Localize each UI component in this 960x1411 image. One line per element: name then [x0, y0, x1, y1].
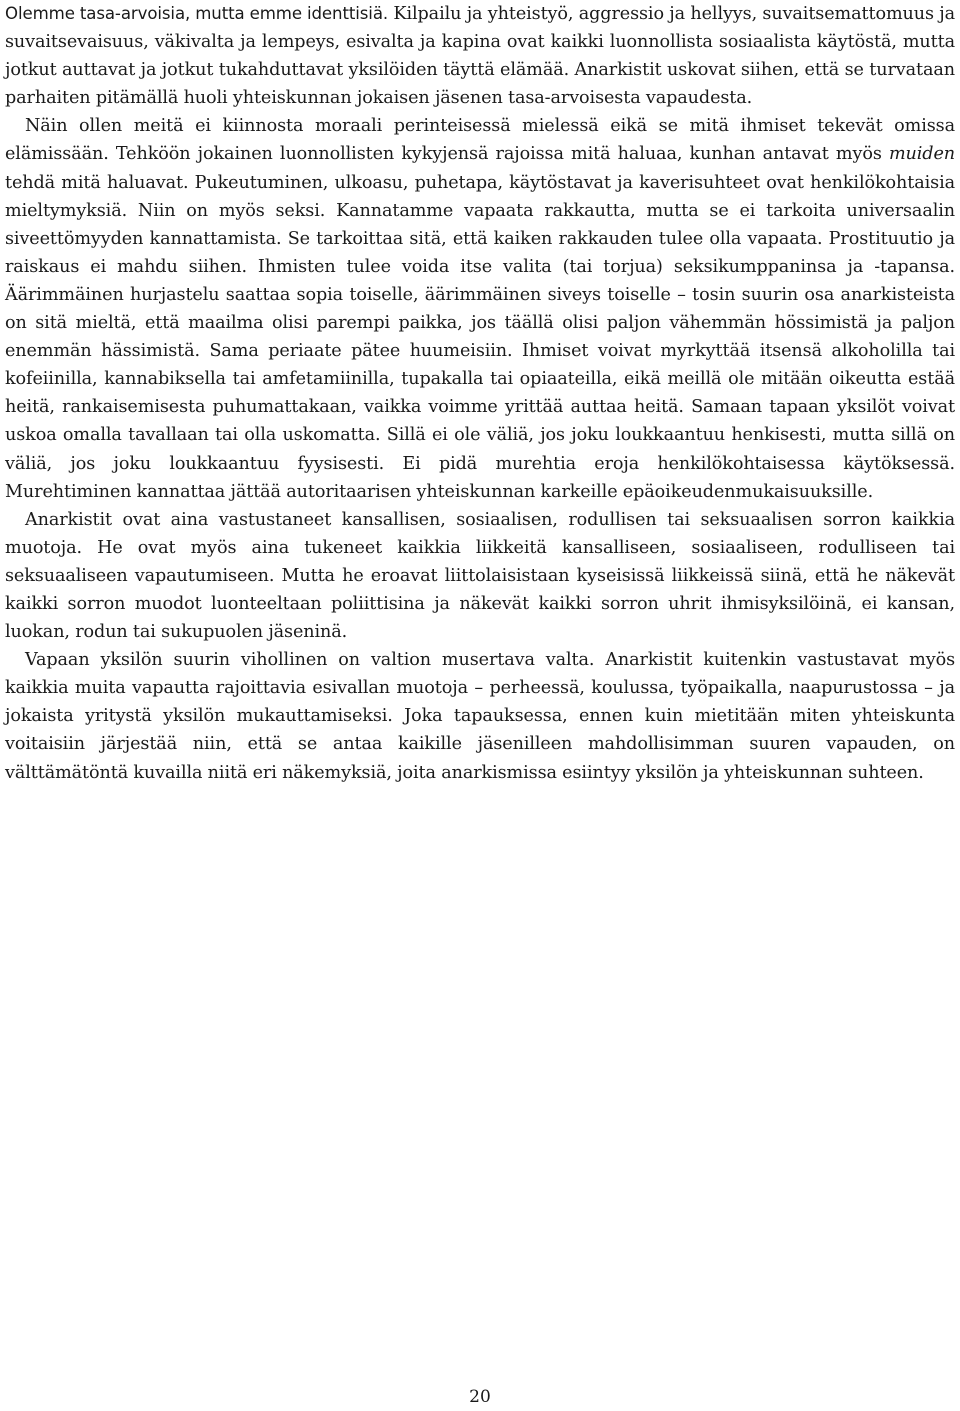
paragraph-1-text: Kilpailu ja yhteistyö, aggressio ja hellyys, suvaitsemattomuus ja suvaitsevaisuus, väkivalta ja lempeys, esivalta ja kapina ovat kaikki luonnollista sosiaalista käytöstä, mutta jotkut auttavat ja jotkut tukahduttavat yksilöiden täyttä elämää. Anarkistit uskovat siihen, että se turvataan parhaiten pitämällä huoli yhteiskunnan jokaisen jäsenen tasa-arvoisesta vapaudesta. [5, 4, 956, 109]
paragraph-3-text: Anarkistit ovat aina vastustaneet kansallisen, sosiaalisen, rodullisen tai seksuaalisen sorron kaikkia muotoja. He ovat myös aina tukeneet kaikkia liikkeitä kansalliseen, sosiaaliseen, rodulliseen tai seksuaaliseen vapautumiseen. Mutta he eroavat liittolaisistaan kyseisissä liikkeissä siinä, että he näkevät kaikki sorron muodot luonteeltaan poliittisina ja näkevät kaikki sorron uhrit ihmisyksilöinä, ei kansan, luokan, rodun tai sukupuolen jäseninä. [5, 509, 955, 643]
paragraph-2-emphasis: muiden [888, 144, 955, 165]
paragraph-2-text-b: tehdä mitä haluavat. Pukeutuminen, ulkoasu, puhetapa, käytöstavat ja kaverisuhteet ovat henkilökohtaisia mieltymyksiä. Niin on myös seksi. Kannatamme vapaata rakkautta, mutta se ei tarkoita universaalin siveettömyyden kannattamista. Se tarkoittaa sitä, että kaiken rakkauden tulee olla vapaata. Prostituutio ja raiskaus ei mahdu siihen. Ihmisten tulee voida itse valita (tai torjua) seksikumppaninsa ja -tapansa. Äärimmäinen hurjastelu saattaa sopia toiselle, äärimmäinen siveys toiselle – tosin suurin osa anarkisteista on sitä mieltä, että maailma olisi parempi paikka, jos täällä olisi paljon vähemmän hössimistä ja paljon enemmän hässimistä. Sama periaate pätee huumeisiin. Ihmiset voivat myrkyttää itsensä alkoholilla tai kofeiinilla, kannabiksella tai amfetamiinilla, tupakalla tai opiaateilla, eikä meillä ole mitään oikeutta estää heitä, rankaisemisesta puhumattakaan, vaikka voimme yrittää auttaa heitä. Samaan tapaan yksilöt voivat uskoa omalla tavallaan tai olla uskomatta. Sillä ei ole väliä, jos joku loukkaantuu henkisesti, mutta sillä on väliä, jos joku loukkaantuu fyysisesti. Ei pidä murehtia eroja henkilökohtaisessa käytöksessä. Murehtiminen kannattaa jättää autoritaarisen yhteiskunnan karkeille epäoikeudenmukaisuuksille. [5, 172, 955, 502]
paragraph-2-text-a: Näin ollen meitä ei kiinnosta moraali perinteisessä mielessä eikä se mitä ihmiset tekevät omissa elämissään. Tehköön jokainen luonnollisten kykyjensä rajoissa mitä haluaa, kunhan antavat myös [5, 116, 955, 165]
paragraph-4-text: Vapaan yksilön suurin vihollinen on valtion musertava valta. Anarkistit kuitenkin vastustavat myös kaikkia muita vapautta rajoittavia esivallan muotoja – perheessä, koulussa, työpaikalla, naapurustossa – ja jokaista yritystä yksilön mukauttamiseksi. Joka tapauksessa, ennen kuin mietitään miten yhteiskunta voitaisiin järjestää niin, että se antaa kaikille jäsenilleen mahdollisimman suuren vapauden, on välttämätöntä kuvailla niitä eri näkemyksiä, joita anarkismissa esiintyy yksilön ja yhteiskunnan suhteen. [5, 650, 955, 783]
page-number: 20 [469, 1387, 491, 1407]
paragraph-2 [5, 112, 955, 505]
paragraph-3 [5, 506, 955, 646]
paragraph-1 [5, 0, 955, 112]
body-text [5, 0, 955, 787]
paragraph-4 [5, 646, 955, 786]
paragraph-1-lead: Olemme tasa-arvoisia, mutta emme identtisiä. [5, 4, 389, 23]
